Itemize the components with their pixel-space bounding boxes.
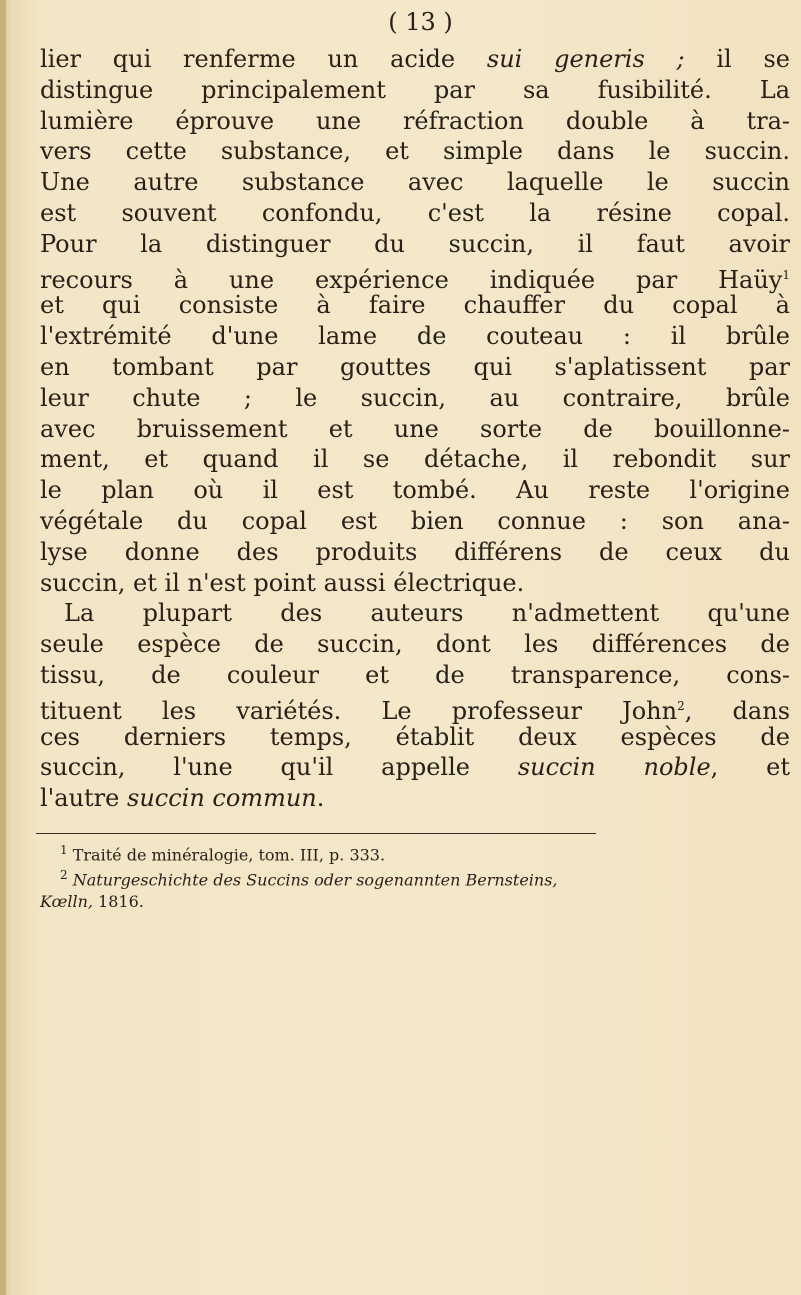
text-line: Pour la distinguer du succin, il faut avoir bbox=[40, 229, 790, 258]
footnote-mark: 1 bbox=[60, 843, 68, 857]
text-line: végétale du copal est bien connue : son ana- bbox=[40, 506, 790, 535]
text: tituent les variétés. Le professeur John bbox=[40, 696, 678, 725]
body-text bbox=[40, 44, 790, 814]
footnote-year: 1816. bbox=[92, 891, 144, 911]
footnotes bbox=[40, 840, 790, 912]
text-line: est souvent confondu, c'est la résine copal. bbox=[40, 198, 790, 227]
text: l'autre bbox=[40, 784, 127, 813]
text: succin, l'une qu'il appelle bbox=[40, 753, 518, 782]
text-line: succin, et il n'est point aussi électrique. bbox=[40, 568, 525, 597]
footnote-text: Traité de minéralogie, tom. III, p. 333. bbox=[72, 845, 386, 865]
text-line: vers cette substance, et simple dans le succin. bbox=[40, 137, 790, 166]
italic-text: succin commun bbox=[127, 784, 317, 813]
text: recours à une expérience indiquée par Haüy bbox=[40, 265, 783, 294]
text-line bbox=[40, 783, 790, 814]
text-line: La plupart des auteurs n'admettent qu'une bbox=[64, 599, 790, 628]
text-line: l'extrémité d'une lame de couteau : il brûle bbox=[40, 322, 790, 351]
footnote-continuation bbox=[40, 891, 790, 912]
text-line: distingue principalement par sa fusibilité. La bbox=[40, 75, 790, 104]
footnote bbox=[40, 840, 790, 865]
text: , et bbox=[710, 753, 790, 782]
text-line: ces derniers temps, établit deux espèces de bbox=[40, 722, 790, 751]
text-line bbox=[40, 691, 791, 725]
text: . bbox=[316, 784, 325, 813]
page-gutter bbox=[0, 0, 6, 1295]
text-line: lumière éprouve une réfraction double à tra- bbox=[40, 106, 790, 135]
text-line: avec bruissement et une sorte de bouillonne- bbox=[40, 414, 790, 443]
text-line bbox=[40, 44, 790, 75]
footnote-mark: 2 bbox=[60, 868, 68, 883]
text: il se bbox=[684, 45, 791, 73]
text-line bbox=[40, 752, 790, 783]
text-line: seule espèce de succin, dont les différences de bbox=[40, 630, 790, 659]
text: , dans bbox=[684, 696, 791, 725]
text-line: ment, et quand il se détache, il rebondit sur bbox=[40, 445, 790, 474]
italic-text: sui generis ; bbox=[486, 45, 685, 73]
text-line: le plan où il est tombé. Au reste l'origine bbox=[40, 476, 790, 505]
footnote-title: Naturgeschichte des Succins oder sogenannten Bernsteins, bbox=[72, 870, 558, 890]
text: lier qui renferme un acide bbox=[40, 45, 487, 73]
footnote bbox=[40, 865, 790, 890]
footnote-divider bbox=[36, 833, 596, 834]
text-line: tissu, de couleur et de transparence, cons- bbox=[40, 660, 790, 689]
text-line: Une autre substance avec laquelle le succin bbox=[40, 168, 790, 197]
text-line: et qui consiste à faire chauffer du copal à bbox=[40, 291, 790, 320]
text-line: lyse donne des produits différens de ceux du bbox=[40, 537, 790, 566]
text-line bbox=[40, 260, 790, 294]
text-line: en tombant par gouttes qui s'aplatissent par bbox=[40, 352, 790, 381]
page-number: ( 13 ) bbox=[388, 8, 453, 36]
footnote-ref[interactable]: 1 bbox=[782, 267, 790, 282]
footnote-ref[interactable]: 2 bbox=[677, 698, 685, 713]
text-line: leur chute ; le succin, au contraire, brûle bbox=[40, 383, 790, 412]
footnote-place: Kœlln, bbox=[40, 891, 93, 911]
italic-text: succin noble bbox=[517, 753, 711, 782]
